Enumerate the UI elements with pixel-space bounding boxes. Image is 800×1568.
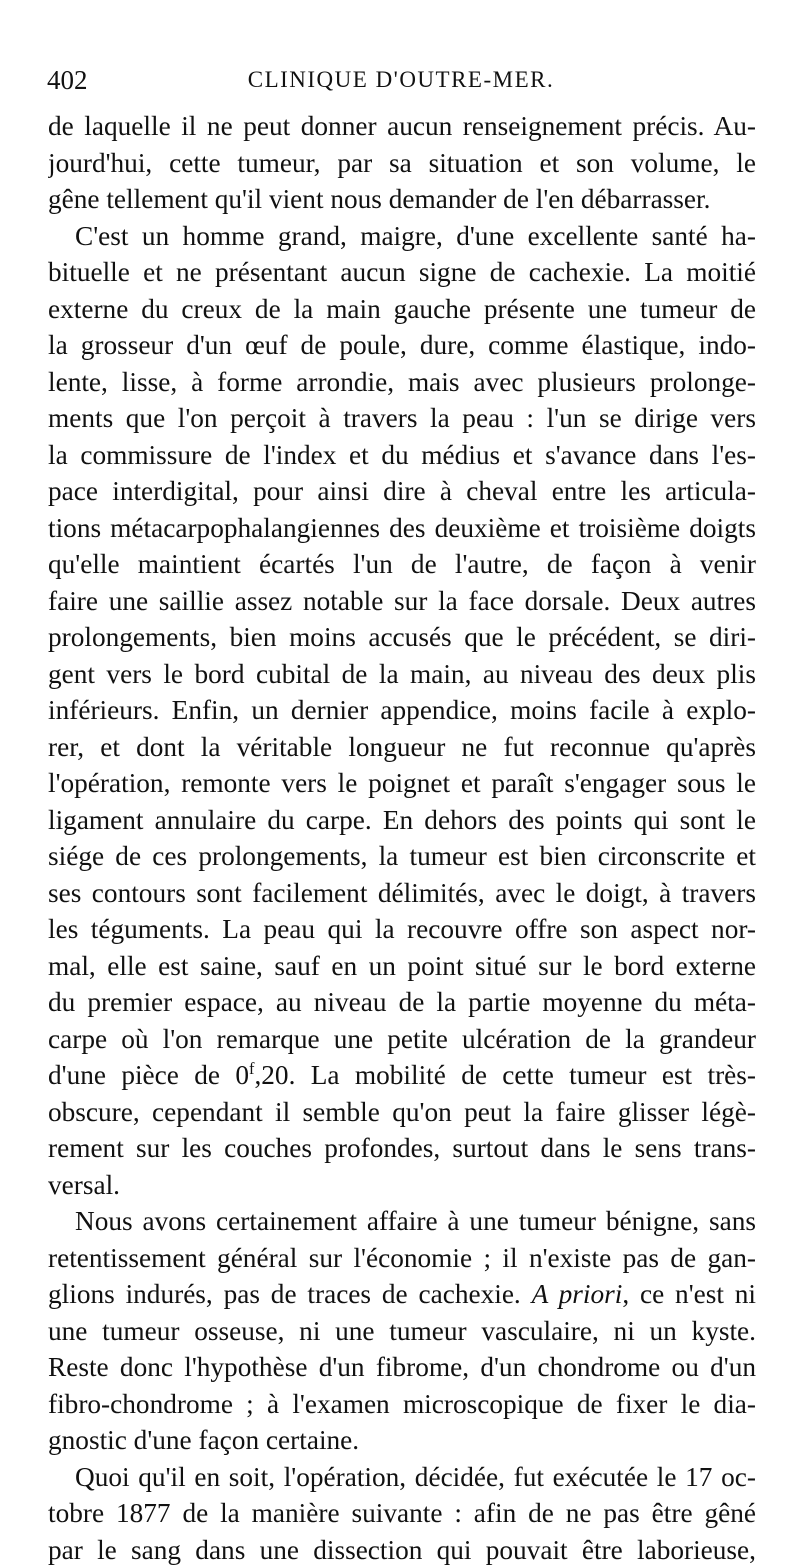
- text-line: gnostic d'une façon certaine.: [48, 1422, 756, 1459]
- body-text: [48, 108, 756, 1568]
- text-line: fibro-chondrome ; à l'examen microscopique de fixer le dia-: [48, 1386, 756, 1423]
- text-line: faire une saillie assez notable sur la face dorsale. Deux autres: [48, 583, 756, 620]
- text-line: l'opération, remonte vers le poignet et paraît s'engager sous le: [48, 765, 756, 802]
- text-line: les téguments. La peau qui la recouvre offre son aspect nor-: [48, 911, 756, 948]
- text-line: ments que l'on perçoit à travers la peau : l'un se dirige vers: [48, 400, 756, 437]
- text-line: Nous avons certainement affaire à une tumeur bénigne, sans: [48, 1203, 756, 1240]
- text-line: ligament annulaire du carpe. En dehors des points qui sont le: [48, 802, 756, 839]
- text-line: du premier espace, au niveau de la partie moyenne du méta-: [48, 984, 756, 1021]
- text-line: inférieurs. Enfin, un dernier appendice, moins facile à explo-: [48, 692, 756, 729]
- text-line: bituelle et ne présentant aucun signe de cachexie. La moitié: [48, 254, 756, 291]
- text-run: ,20. La mobilité de cette tumeur est très-: [254, 1060, 756, 1090]
- text-line: tions métacarpophalangiennes des deuxième et troisième doigts: [48, 510, 756, 547]
- italic-phrase: A priori: [532, 1279, 623, 1309]
- text-line: par le sang dans une dissection qui pouvait être laborieuse,: [48, 1532, 756, 1568]
- text-line: mal, elle est saine, sauf en un point situé sur le bord externe: [48, 948, 756, 985]
- text-line: prolongements, bien moins accusés que le précédent, se diri-: [48, 619, 756, 656]
- text-line: pace interdigital, pour ainsi dire à cheval entre les articula-: [48, 473, 756, 510]
- text-line: rer, et dont la véritable longueur ne fut reconnue qu'après: [48, 729, 756, 766]
- text-line: qu'elle maintient écartés l'un de l'autre, de façon à venir: [48, 546, 756, 583]
- text-line: retentissement général sur l'économie ; il n'existe pas de gan-: [48, 1240, 756, 1277]
- text-line: obscure, cependant il semble qu'on peut la faire glisser légè-: [48, 1094, 756, 1131]
- text-line: la commissure de l'index et du médius et s'avance dans l'es-: [48, 437, 756, 474]
- text-line: une tumeur osseuse, ni une tumeur vasculaire, ni un kyste.: [48, 1313, 756, 1350]
- text-line: la grosseur d'un œuf de poule, dure, comme élastique, indo-: [48, 327, 756, 364]
- text-run: glions indurés, pas de traces de cachexie.: [48, 1279, 532, 1309]
- running-head: [47, 62, 755, 98]
- text-line: [48, 1276, 756, 1313]
- text-line: versal.: [48, 1167, 756, 1204]
- text-line: carpe où l'on remarque une petite ulcération de la grandeur: [48, 1021, 756, 1058]
- text-line: gêne tellement qu'il vient nous demander de l'en débarrasser.: [48, 181, 756, 218]
- page-number: 402: [47, 62, 88, 98]
- text-line: rement sur les couches profondes, surtout dans le sens trans-: [48, 1130, 756, 1167]
- text-line: Quoi qu'il en soit, l'opération, décidée, fut exécutée le 17 oc-: [48, 1459, 756, 1496]
- superscript-unit: f: [249, 1059, 254, 1078]
- text-line: siége de ces prolongements, la tumeur est bien circonscrite et: [48, 838, 756, 875]
- text-line: lente, lisse, à forme arrondie, mais avec plusieurs prolonge-: [48, 364, 756, 401]
- text-line: de laquelle il ne peut donner aucun renseignement précis. Au-: [48, 108, 756, 145]
- text-run: , ce n'est ni: [622, 1279, 756, 1309]
- text-line: ses contours sont facilement délimités, avec le doigt, à travers: [48, 875, 756, 912]
- text-run: d'une pièce de 0: [48, 1060, 249, 1090]
- text-line: Reste donc l'hypothèse d'un fibrome, d'un chondrome ou d'un: [48, 1349, 756, 1386]
- text-line: tobre 1877 de la manière suivante : afin de ne pas être gêné: [48, 1495, 756, 1532]
- running-title: CLINIQUE D'OUTRE-MER.: [47, 62, 755, 98]
- text-line: gent vers le bord cubital de la main, au niveau des deux plis: [48, 656, 756, 693]
- text-line: C'est un homme grand, maigre, d'une excellente santé ha-: [48, 218, 756, 255]
- text-line: jourd'hui, cette tumeur, par sa situation et son volume, le: [48, 145, 756, 182]
- text-line: [48, 1057, 756, 1094]
- text-line: externe du creux de la main gauche présente une tumeur de: [48, 291, 756, 328]
